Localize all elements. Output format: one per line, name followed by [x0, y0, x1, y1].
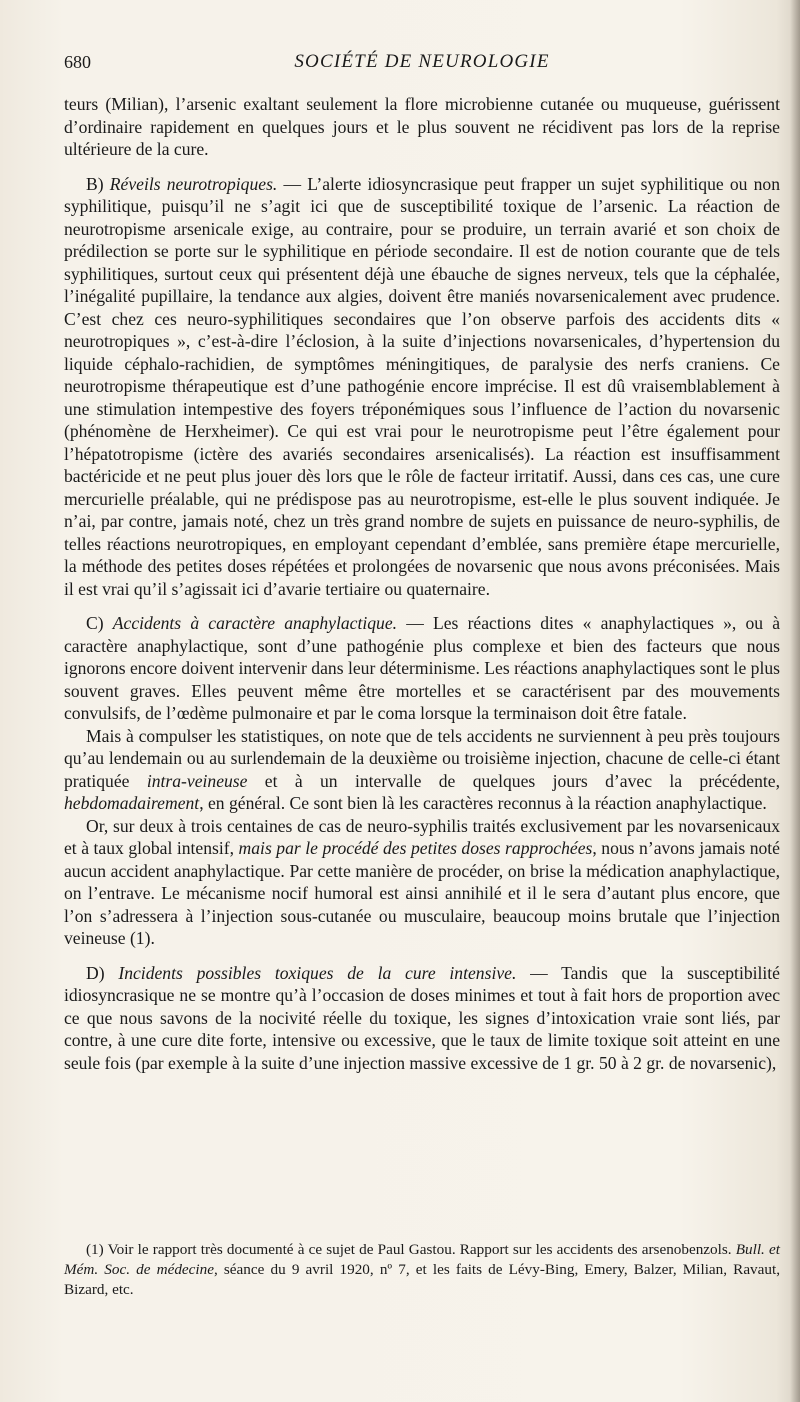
section-d-title: Incidents possibles toxiques de la cure intensive. [118, 962, 517, 983]
footnote-text-1: (1) Voir le rapport très documenté à ce sujet de Paul Gastou. Rapport sur les accidents des arsenobenzols. [86, 1241, 736, 1258]
section-c-text: — Les réactions dites « anaphylactiques », ou à caractère anaphylactique, sont d’une pathogénie plus complexe et bien des facteurs que nous ignorons encore doivent intervenir dans leur déterminisme. Les réactions anaphylactiques sont le plus souvent graves. Elles peuvent même être mortelles et se caractérisent par des mouvements convulsifs, de l’œdème pulmonaire et par le coma lorsque la terminaison doit être fatale. [64, 613, 781, 723]
paragraph-statistics-text-1: Mais à compulser les statistiques, on note que de tels accidents ne surviennent à peu près toujours qu’au lendemain ou au surlendemain de la deuxième ou troisième injection, chacune de celle-ci étant pratiquée [64, 725, 780, 791]
section-b-paragraph [64, 173, 780, 601]
section-d-label: D) [86, 962, 105, 983]
paragraph-cases [64, 815, 780, 950]
section-d-paragraph [64, 962, 780, 1075]
page-edge-shadow [790, 0, 800, 1402]
italic-hebdomadairement: hebdomadairement [64, 793, 200, 813]
paragraph-cases-text-2: , nous n’avons jamais noté aucun accident anaphylactique. Par cette manière de procéder, on brise la médication anaphylactique, on l’entrave. Le mécanisme nocif humoral est ainsi annihilé et il le sera d’autant plus encore, que l’on s’adressera à l’injection sous-cutanée ou musculaire, beaucoup moins brutale que l’injection veineuse (1). [64, 838, 780, 948]
section-b-label: B) [86, 173, 104, 194]
section-c-label: C) [86, 613, 104, 633]
running-title: SOCIÉTÉ DE NEUROLOGIE [294, 51, 550, 72]
section-b-text: — L’alerte idiosyncrasique peut frapper un sujet syphilitique ou non syphilitique, puisqu’il ne s’agit ici que de susceptibilité toxique de l’arsenic. La réaction de neurotropisme arsenicale exige, au contraire, pour se produire, un terrain avarié et son choix de prédilection se porte sur le syphilitique en période secondaire. Il est de notion courante que de tels syphilitiques, surtout ceux qui présentent déjà une ébauche de signes nerveux, tels que la céphalée, l’inégalité pupillaire, la tendance aux algies, doivent être maniés novarsenicalement avec prudence. C’est chez ces neuro-syphilitiques secondaires que l’on observe parfois des accidents dits « neurotropiques », c’est-à-dire l’éclosion, à la suite d’injections novarsenicales, d’hypertension du liquide céphalo-rachidien, de symptômes méningitiques, de paralysie des nerfs craniens. Ce neurotropisme thérapeutique est d’une pathogénie encore imprécise. Il est dû vraisemblablement à une stimulation intempestive des foyers tréponémiques sous l’influence de l’action du novarsenic (phénomène de Herxheimer). Ce qui est vrai pour le neurotropisme peut l’être également pour l’hépatotropisme (ictère des avariés secondaires arsenicalisés). La réaction est insuffisamment bactéricide et ne peut plus jouer dès lors que le rôle de facteur irritatif. Aussi, dans ces cas, une cure mercurielle préalable, qui ne prédispose pas au neurotropisme, est-elle le plus souvent indiquée. Je n’ai, par contre, jamais noté, chez un très grand nombre de sujets en puissance de neuro-syphilis, de telles réactions neurotropiques, en employant cependant d’emblée, sans première étape mercurielle, la méthode des petites doses répétées et prolongées de novarsenic que nous avons préconisées. Mais il est vrai qu’il s’agissait ici d’avarie tertiaire ou quaternaire. [64, 173, 780, 599]
footnote-journal: Bull. et Mém. Soc. de médecine [64, 1241, 780, 1278]
italic-intra-veineuse: intra-veineuse [146, 770, 248, 791]
italic-petites-doses: mais par le procédé des petites doses rapprochées [238, 838, 593, 858]
paragraph-cases-text-1: Or, sur deux à trois centaines de cas de neuro-syphilis traités exclusivement par les novarsenicaux et à taux global intensif, [64, 815, 780, 858]
section-c-title: Accidents à caractère anaphylactique. [112, 613, 398, 633]
footnote-text-2: , séance du 9 avril 1920, nº 7, et les faits de Lévy-Bing, Emery, Balzer, Milian, Ravaut, Bizard, etc. [64, 1261, 781, 1298]
section-c-paragraph [64, 612, 780, 725]
page-header [64, 50, 780, 78]
paragraph-statistics [64, 725, 780, 815]
section-b-title: Réveils neurotropiques. [109, 173, 278, 194]
footnote-text [64, 1240, 780, 1300]
footnote [64, 1240, 780, 1300]
paragraph-continuation: teurs (Milian), l’arsenic exaltant seulement la flore microbienne cutanée ou muqueuse, guérissent d’ordinaire rapidement en quelques jours et le plus souvent ne récidivent pas lors de la reprise ultérieure de la cure. [64, 94, 780, 159]
page-number: 680 [64, 52, 91, 72]
paragraph-statistics-text-3: , en général. Ce sont bien là les caractères reconnus à la réaction anaphylactique. [199, 793, 767, 813]
section-d-text: — Tandis que la susceptibilité idiosyncrasique ne se montre qu’à l’occasion de doses minimes et tout à fait hors de proportion avec ce que nous savons de la nocivité réelle du toxique, les signes d’intoxication vraie sont liés, par contre, à une cure dite forte, intensive ou excessive, que le taux de limite toxique soit atteint en une seule fois (par exemple à la suite d’une injection massive excessive de 1 gr. 50 à 2 gr. de novarsenic), [64, 962, 780, 1073]
body-text [64, 93, 780, 1074]
paragraph-statistics-text-2: et à un intervalle de quelques jours d’avec la précédente, [247, 770, 780, 791]
